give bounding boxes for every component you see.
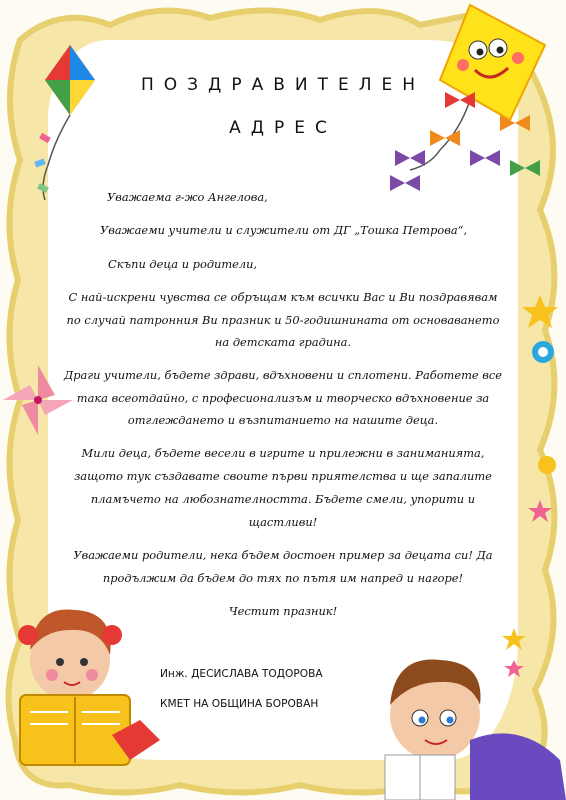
page-subtitle: АДРЕС [229, 118, 337, 138]
page-title: ПОЗДРАВИТЕЛЕН [140, 75, 426, 95]
salutation-mayor: Уважаема г-жо Ангелова, [107, 190, 268, 204]
bow-icon [390, 92, 540, 191]
paragraph4-line: продължим да бъдем до тях по пътя им напред и нагоре! [102, 571, 464, 585]
girl-reading-illustration [18, 610, 160, 766]
signature-title: КМЕТ НА ОБЩИНА БОРОВАН [160, 698, 319, 710]
closing-line: Честит празник! [228, 604, 338, 618]
paragraph1-line: на детската градина. [214, 335, 352, 349]
paragraph4-line: Уважаеми родители, нека бъдем достоен пример за децата си! Да [73, 548, 493, 562]
paragraph3-line: пламъчето на любознателността. Бъдете смели, упорити и [90, 492, 476, 506]
paragraph2-line: отглеждането и възпитанието на нашите деца. [127, 413, 439, 427]
star-icon [502, 295, 558, 677]
boy-reading-illustration [385, 660, 566, 800]
paragraph3-line: защото тук създавате своите първи приятелства и ще запалите [74, 469, 492, 483]
salutation-children-parents: Скъпи деца и родители, [108, 257, 258, 271]
signature-name: Инж. ДЕСИСЛАВА ТОДОРОВА [160, 668, 323, 680]
salutation-teachers: Уважаеми учители и служители от ДГ „Тошка Петрова“, [100, 223, 468, 237]
paragraph2-line: Драги учители, бъдете здрави, вдъхновени и сплотени. Работете все [63, 368, 503, 382]
paragraph3-line: Мили деца, бъдете весели в игрите и прилежни в заниманията, [81, 446, 485, 460]
paragraph1-line: по случай патронния Ви празник и 50-годишнината от основаването [66, 313, 500, 327]
paragraph1-line: С най-искрени чувства се обръщам към всички Вас и Ви поздравявам [68, 290, 498, 304]
paragraph3-line: щастливи! [248, 515, 318, 529]
paragraph2-line: така всеотдайно, с професионализъм и творческо вдъхновение за [76, 391, 490, 405]
